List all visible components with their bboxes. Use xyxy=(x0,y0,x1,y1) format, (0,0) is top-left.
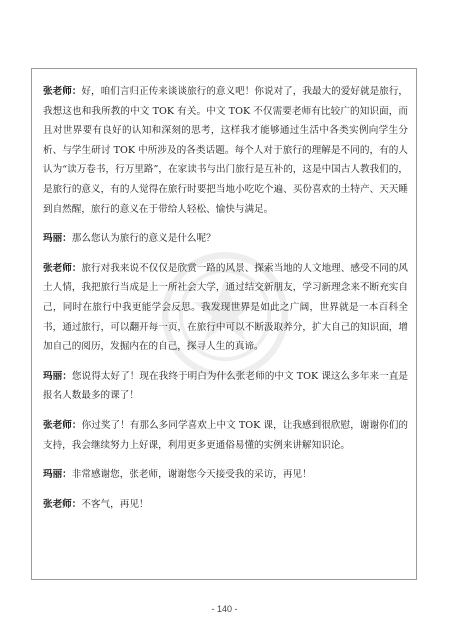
dialogue-paragraph-6 xyxy=(43,465,408,485)
dialogue-paragraph-2 xyxy=(43,229,408,249)
dialogue-text: 好，咱们言归正传来谈谈旅行的意义吧！你说对了，我最大的爱好就是旅行，我想这也和我所教的中文 TOK 有关。中文 TOK 不仅需要老师有比较广的知识面，而且对世界要有良好的认知和深刻的思考，这样我才能够通过生活中各类实例向学生分析、与学生研讨 TOK 中所涉及的各类话题。每个人对于旅行的理解是不同的，有的人认为“读万卷书，行万里路”，在家读书与出门旅行是互补的，这是中国古人教我们的，是旅行的意义，有的人觉得在旅行时要把当地小吃吃个遍、买份喜欢的土特产、天天睡到自然醒，旅行的意义在于带给人轻松、愉快与满足。 xyxy=(43,86,409,215)
speaker-label: 玛丽： xyxy=(43,233,72,245)
dialogue-text: 那么您认为旅行的意义是什么呢？ xyxy=(71,233,216,245)
speaker-label: 玛丽： xyxy=(43,370,72,382)
speaker-label: 张老师： xyxy=(43,86,82,97)
page-number: - 140 - xyxy=(211,604,238,614)
dialogue-text: 旅行对我来说不仅仅是欣赏一路的风景、探索当地的人文地理、感受不同的风土人情，我把旅行当成是上一所社会大学，通过结交新朋友，学习新理念来不断充实自己，同时在旅行中我更能学会反思。我发现世界是如此之广阔，世界就是一本百科全书，通过旅行，可以翻开每一页，在旅行中可以不断汲取养分，扩大自己的知识面，增加自己的阅历，发掘内在的自己，探寻人生的真谛。 xyxy=(43,262,409,353)
speaker-label: 张老师： xyxy=(43,262,82,274)
dialogue-paragraph-4 xyxy=(43,367,408,406)
speaker-label: 张老师： xyxy=(43,498,82,510)
interview-text xyxy=(43,82,408,524)
dialogue-text: 非常感谢您，张老师，谢谢您今天接受我的采访，再见！ xyxy=(71,469,312,481)
dialogue-paragraph-5 xyxy=(43,416,408,455)
dialogue-text: 你过奖了！有那么多同学喜欢上中文 TOK 课，让我感到很欣慰，谢谢你们的支持，我会继续努力上好课，利用更多更通俗易懂的实例来讲解知识论。 xyxy=(43,419,408,451)
dialogue-text: 您说得太好了！现在我终于明白为什么张老师的中文 TOK 课这么多年来一直是报名人数最多的课了！ xyxy=(43,370,408,402)
dialogue-paragraph-1 xyxy=(43,82,408,219)
dialogue-text: 不客气，再见！ xyxy=(81,498,149,510)
speaker-label: 玛丽： xyxy=(43,469,72,481)
dialogue-paragraph-3 xyxy=(43,259,408,357)
dialogue-paragraph-7 xyxy=(43,495,408,515)
speaker-label: 张老师： xyxy=(43,419,82,431)
